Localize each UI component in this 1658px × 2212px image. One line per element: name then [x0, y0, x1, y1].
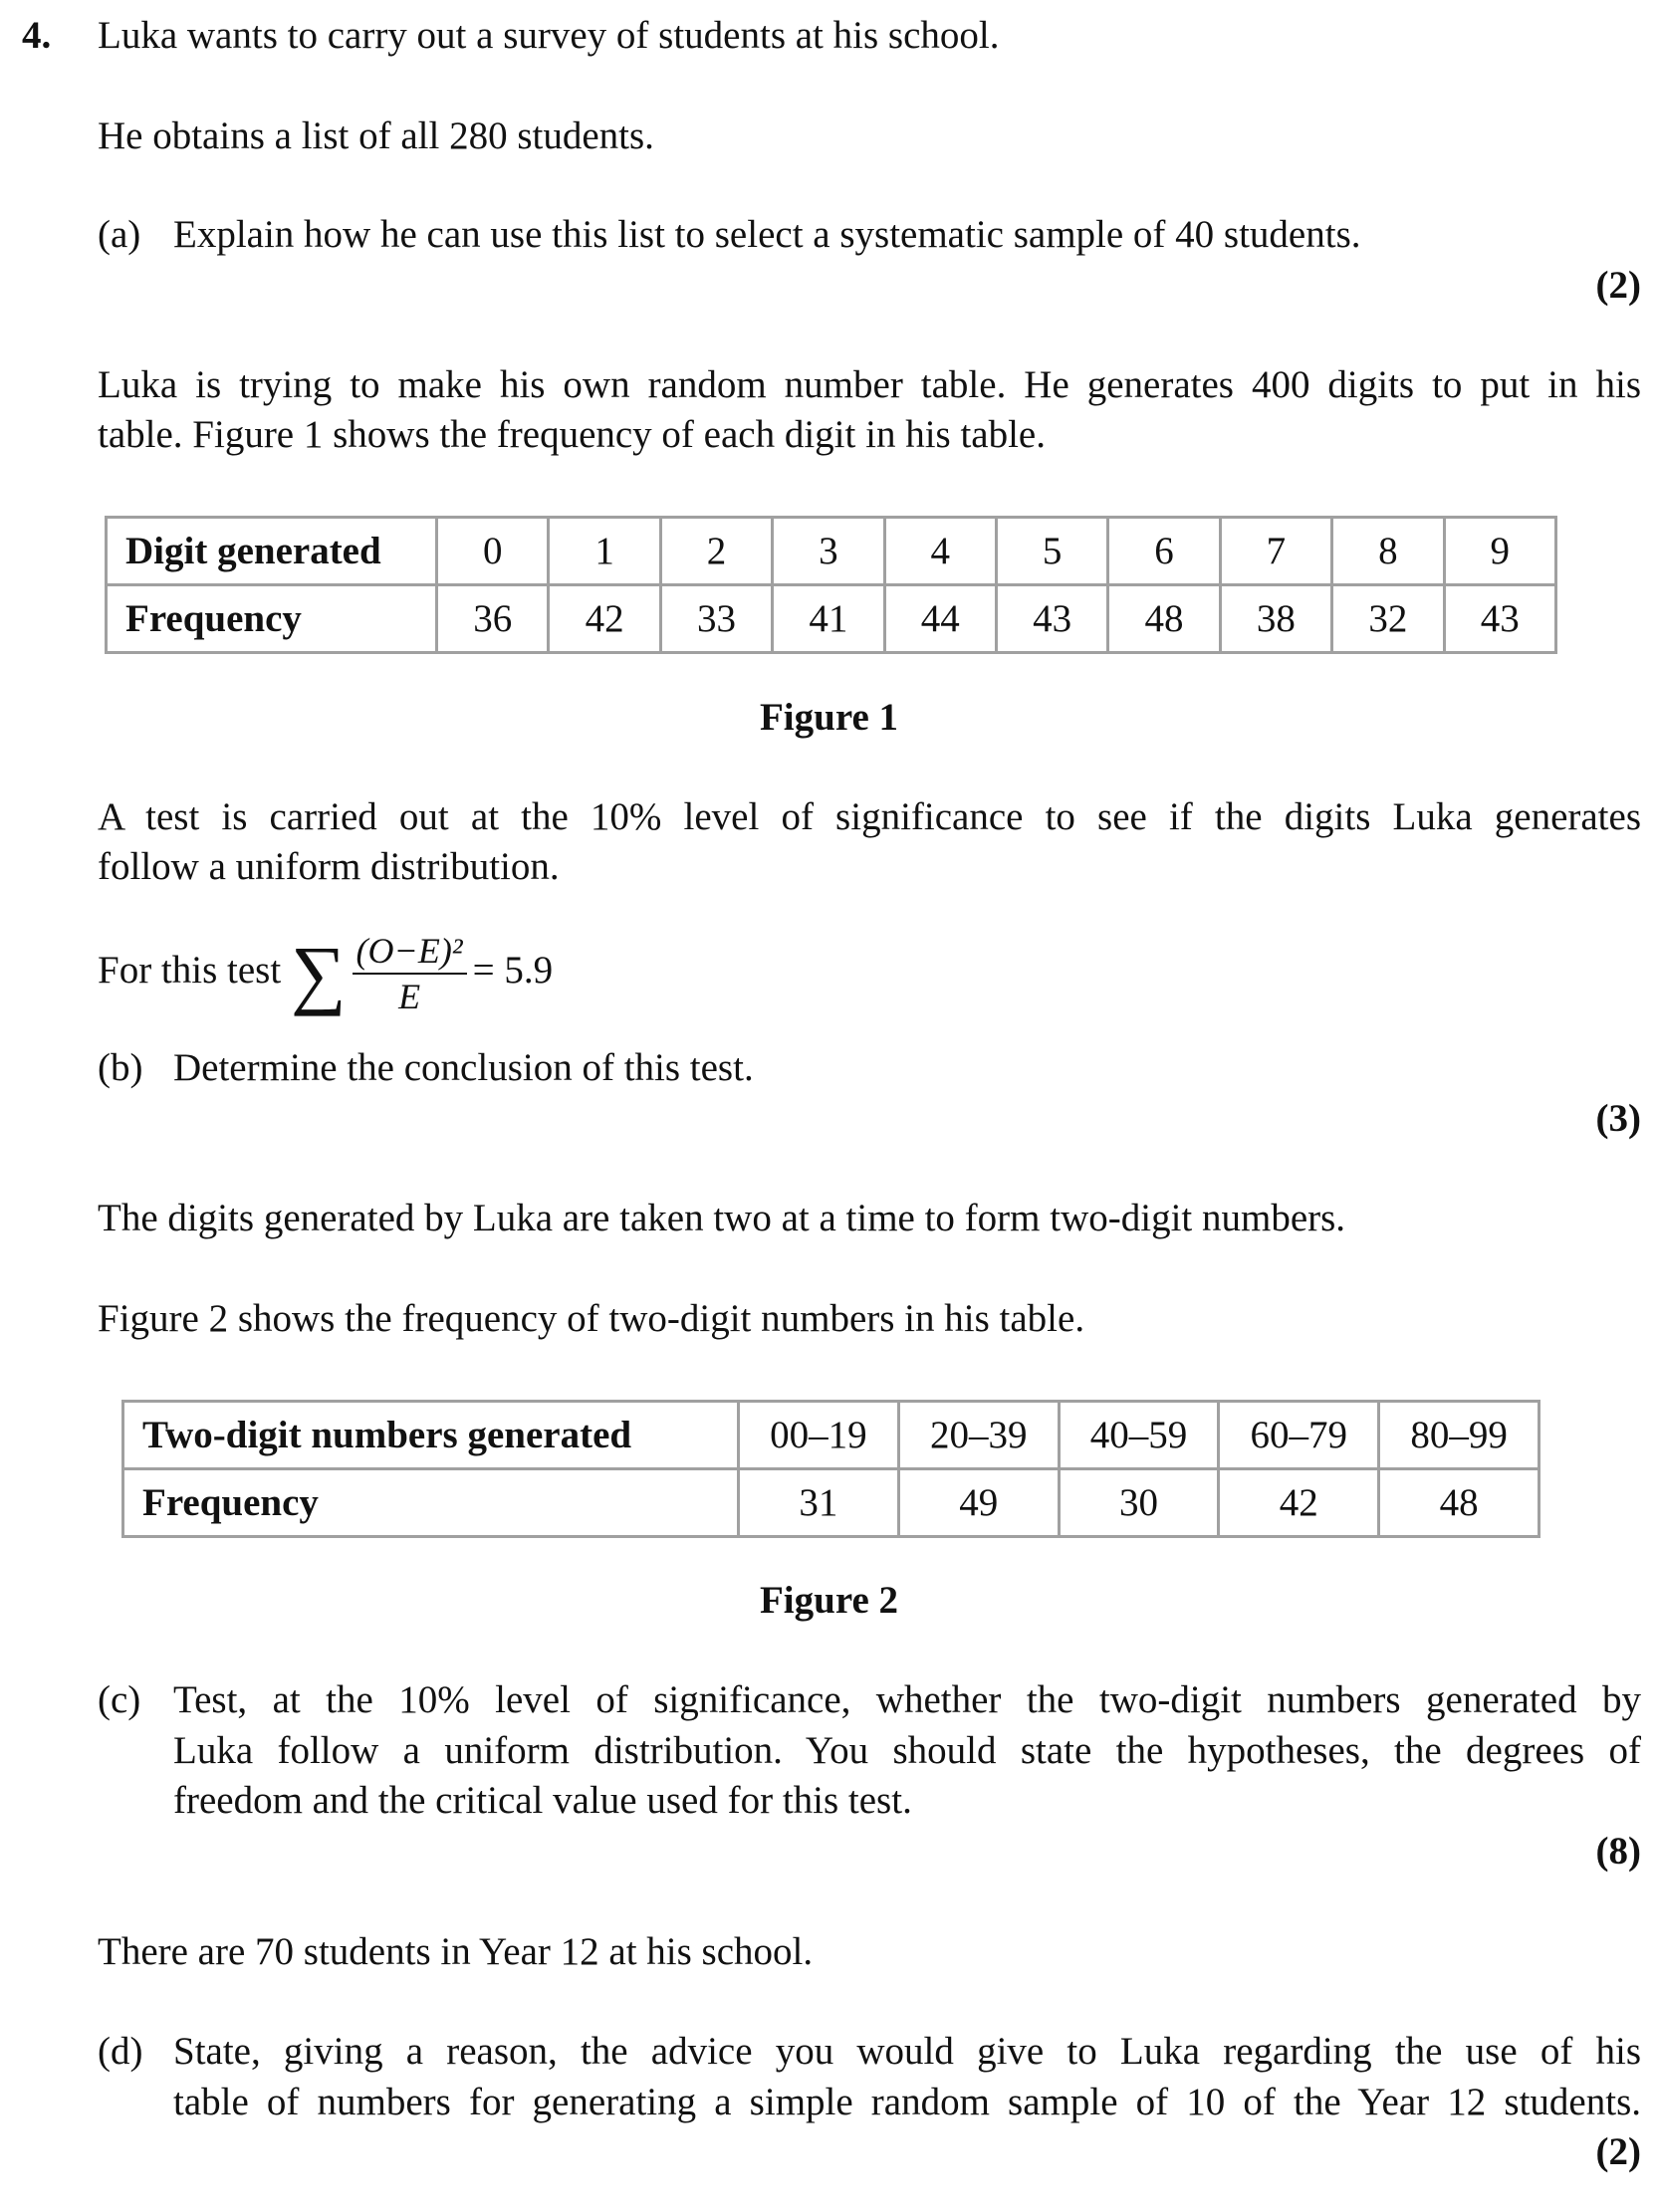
row-header: Two-digit numbers generated — [123, 1402, 739, 1469]
paragraph: A test is carried out at the 10% level of significance to see if the digits Luka generates — [98, 795, 1641, 838]
paragraph: Luka is trying to make his own random number table. He generates 400 digits to put in his — [98, 363, 1641, 406]
figure-2-table — [121, 1400, 1540, 1538]
digit-cell: 5 — [996, 518, 1107, 585]
part-c-marks: (8) — [1595, 1830, 1641, 1873]
question-number: 4. — [22, 14, 52, 57]
frequency-cell: 30 — [1059, 1469, 1219, 1537]
frequency-cell: 43 — [1444, 585, 1555, 653]
frequency-cell: 36 — [437, 585, 549, 653]
part-b-text: Determine the conclusion of this test. — [173, 1046, 754, 1089]
digit-cell: 6 — [1108, 518, 1220, 585]
frequency-cell: 41 — [773, 585, 884, 653]
part-d-marks: (2) — [1595, 2130, 1641, 2173]
part-b-marks: (3) — [1595, 1097, 1641, 1140]
frequency-cell: 42 — [1219, 1469, 1379, 1537]
formula — [98, 921, 553, 1020]
sigma-symbol: ∑ — [290, 930, 347, 1017]
paragraph: table. Figure 1 shows the frequency of each digit in his table. — [98, 413, 1046, 456]
formula-prefix: For this test — [98, 949, 282, 992]
digit-cell: 3 — [773, 518, 884, 585]
frequency-cell: 42 — [549, 585, 660, 653]
intro-line: He obtains a list of all 280 students. — [98, 114, 654, 157]
part-a-label: (a) — [98, 213, 141, 256]
digit-cell: 9 — [1444, 518, 1555, 585]
frequency-cell: 48 — [1108, 585, 1220, 653]
figure-1-caption: Figure 1 — [759, 696, 898, 739]
table-row — [123, 1469, 1540, 1537]
part-d-text: table of numbers for generating a simple random sample of 10 of the Year 12 students. — [173, 2081, 1641, 2123]
table-row — [107, 518, 1556, 585]
part-c-text: freedom and the critical value used for this test. — [173, 1779, 912, 1822]
figure-2-caption: Figure 2 — [759, 1579, 898, 1622]
intro-line: Luka wants to carry out a survey of students at his school. — [98, 14, 1000, 57]
row-header: Frequency — [123, 1469, 739, 1537]
frequency-cell: 31 — [739, 1469, 899, 1537]
digit-cell: 0 — [437, 518, 549, 585]
frequency-cell: 49 — [898, 1469, 1059, 1537]
table-row — [107, 585, 1556, 653]
part-c-text: Luka follow a uniform distribution. You should state the hypotheses, the degrees of — [173, 1729, 1641, 1772]
frequency-cell: 44 — [884, 585, 996, 653]
digit-cell: 1 — [549, 518, 660, 585]
table-row — [123, 1402, 1540, 1469]
range-cell: 40–59 — [1059, 1402, 1219, 1469]
range-cell: 80–99 — [1379, 1402, 1540, 1469]
frequency-cell: 43 — [996, 585, 1107, 653]
digit-cell: 8 — [1332, 518, 1444, 585]
digit-cell: 7 — [1220, 518, 1331, 585]
digit-cell: 4 — [884, 518, 996, 585]
paragraph: There are 70 students in Year 12 at his school. — [98, 1930, 814, 1973]
formula-numerator: (O−E)² — [353, 929, 467, 975]
paragraph: The digits generated by Luka are taken two at a time to form two-digit numbers. — [98, 1197, 1346, 1239]
part-b-label: (b) — [98, 1046, 143, 1089]
part-d-label: (d) — [98, 2030, 143, 2073]
row-header: Frequency — [107, 585, 437, 653]
part-a-text: Explain how he can use this list to select a systematic sample of 40 students. — [173, 213, 1361, 256]
part-a-marks: (2) — [1595, 264, 1641, 307]
paragraph: follow a uniform distribution. — [98, 845, 560, 888]
paragraph: Figure 2 shows the frequency of two-digit numbers in his table. — [98, 1297, 1085, 1340]
frequency-cell: 38 — [1220, 585, 1331, 653]
range-cell: 20–39 — [898, 1402, 1059, 1469]
formula-value: = 5.9 — [472, 949, 554, 992]
range-cell: 00–19 — [739, 1402, 899, 1469]
part-d-text: State, giving a reason, the advice you would give to Luka regarding the use of his — [173, 2030, 1641, 2073]
figure-1-table — [105, 516, 1557, 654]
formula-denominator: E — [398, 977, 421, 1017]
frequency-cell: 48 — [1379, 1469, 1540, 1537]
row-header: Digit generated — [107, 518, 437, 585]
part-c-label: (c) — [98, 1678, 141, 1721]
digit-cell: 2 — [660, 518, 772, 585]
range-cell: 60–79 — [1219, 1402, 1379, 1469]
frequency-cell: 32 — [1332, 585, 1444, 653]
part-c-text: Test, at the 10% level of significance, whether the two-digit numbers generated by — [173, 1678, 1641, 1721]
formula-fraction — [353, 929, 467, 1018]
frequency-cell: 33 — [660, 585, 772, 653]
